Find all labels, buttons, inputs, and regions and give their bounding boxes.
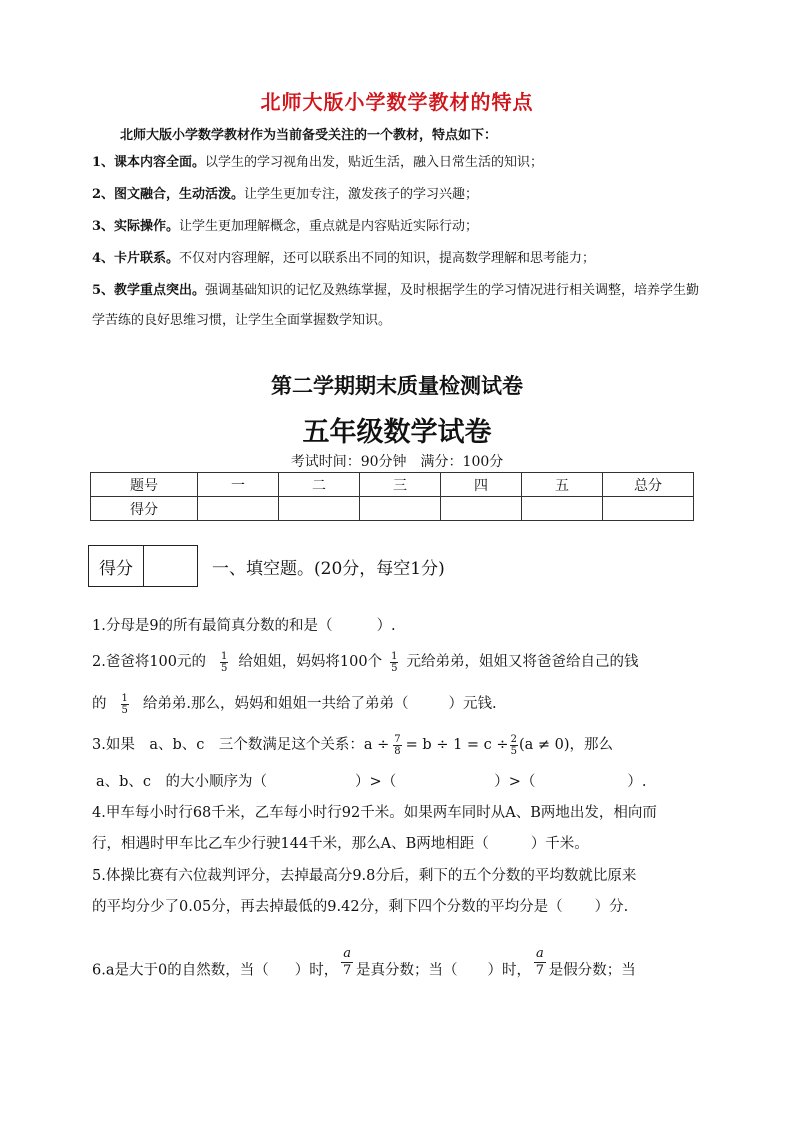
question-3-line-1: 3.如果 a、b、c 三个数满足这个关系：a ÷ $\frac{7}{8}$ = b ÷ 1 = c ÷ $\frac{2}{5}$ (a ≠ 0)，那么 xyxy=(92,733,613,757)
fraction: $\frac{a}{7}$ xyxy=(342,946,352,978)
fraction: $\frac{1}{5}$ xyxy=(391,650,398,674)
score-cell[interactable] xyxy=(279,497,360,521)
question-3-line-2: a、b、c 的大小顺序为（ ）>（ ）>（ ）. xyxy=(96,774,647,790)
question-4-line-2: 行，相遇时甲车比乙车少行驶144千米，那么A、B两地相距（ ）千米。 xyxy=(92,836,589,852)
fraction: $\frac{1}{5}$ xyxy=(121,692,128,716)
section-score-label: 得分 xyxy=(89,546,144,586)
score-header-cell: 总分 xyxy=(603,473,694,497)
feature-item: 1、课本内容全面。以学生的学习视角出发，贴近生活，融入日常生活的知识； xyxy=(92,155,544,170)
fraction: $\frac{1}{5}$ xyxy=(221,650,228,674)
exam-title: 五年级数学试卷 xyxy=(302,417,492,448)
question-5-line-1: 5.体操比赛有六位裁判评分，去掉最高分9.8分后，剩下的五个分数的平均数就比原来 xyxy=(92,868,637,884)
score-header-cell: 三 xyxy=(360,473,441,497)
exam-meta: 考试时间：90分钟 满分：100分 xyxy=(290,454,504,470)
section-score-field[interactable] xyxy=(144,546,197,586)
exam-subtitle: 第二学期期末质量检测试卷 xyxy=(271,374,523,398)
score-cell[interactable] xyxy=(441,497,522,521)
question-6: 6.a是大于0的自然数，当（ ）时， $\frac{a}{7}$ 是真分数；当（ ）时， $\frac{a}{7}$ 是假分数；当 xyxy=(92,946,636,979)
question-2-line-1: 2.爸爸将100元的 $\frac{1}{5}$ 给姐姐，妈妈将100个 $\frac{1}{5}$ 元给弟弟，姐姐又将爸爸给自己的钱 xyxy=(92,650,639,674)
score-cell[interactable] xyxy=(360,497,441,521)
section-heading: 一、填空题。(20分，每空1分) xyxy=(212,559,445,579)
question-5-line-2: 的平均分少了0.05分，再去掉最低的9.42分，剩下四个分数的平均分是（ ）分. xyxy=(92,899,629,915)
score-header-cell: 二 xyxy=(279,473,360,497)
score-cell[interactable] xyxy=(198,497,279,521)
score-header-cell: 题号 xyxy=(91,473,198,497)
score-table-row xyxy=(91,497,694,521)
feature-item: 2、图文融合，生动活泼。让学生更加专注，激发孩子的学习兴趣； xyxy=(92,187,479,202)
score-table-header xyxy=(91,473,694,497)
section-score-box xyxy=(88,545,198,587)
score-table xyxy=(90,472,694,521)
feature-item: 5、教学重点突出。强调基础知识的记忆及熟练掌握，及时根据学生的学习情况进行相关调整，培养学生勤学苦练的良好思维习惯，让学生全面掌握数学知识。 xyxy=(92,283,700,328)
fraction: $\frac{2}{5}$ xyxy=(510,733,517,757)
question-4-line-1: 4.甲车每小时行68千米，乙车每小时行92千米。如果两车同时从A、B两地出发，相向而 xyxy=(92,805,657,821)
score-row-label: 得分 xyxy=(91,497,198,521)
score-cell[interactable] xyxy=(603,497,694,521)
feature-item: 4、卡片联系。不仅对内容理解，还可以联系出不同的知识，提高数学理解和思考能力； xyxy=(92,251,596,266)
page-title: 北师大版小学数学教材的特点 xyxy=(260,90,534,114)
score-header-cell: 一 xyxy=(198,473,279,497)
score-header-cell: 五 xyxy=(522,473,603,497)
score-cell[interactable] xyxy=(522,497,603,521)
feature-item: 3、实际操作。让学生更加理解概念，重点就是内容贴近实际行动； xyxy=(92,219,479,234)
intro-text: 北师大版小学数学教材作为当前备受关注的一个教材，特点如下： xyxy=(120,128,498,143)
score-header-cell: 四 xyxy=(441,473,522,497)
question-2-line-2: 的 $\frac{1}{5}$ 给弟弟.那么，妈妈和姐姐一共给了弟弟（ ）元钱. xyxy=(92,692,497,716)
question-1: 1.分母是9的所有最简真分数的和是（ ）. xyxy=(92,618,396,634)
fraction: $\frac{7}{8}$ xyxy=(394,733,401,757)
fraction: $\frac{a}{7}$ xyxy=(535,946,544,978)
